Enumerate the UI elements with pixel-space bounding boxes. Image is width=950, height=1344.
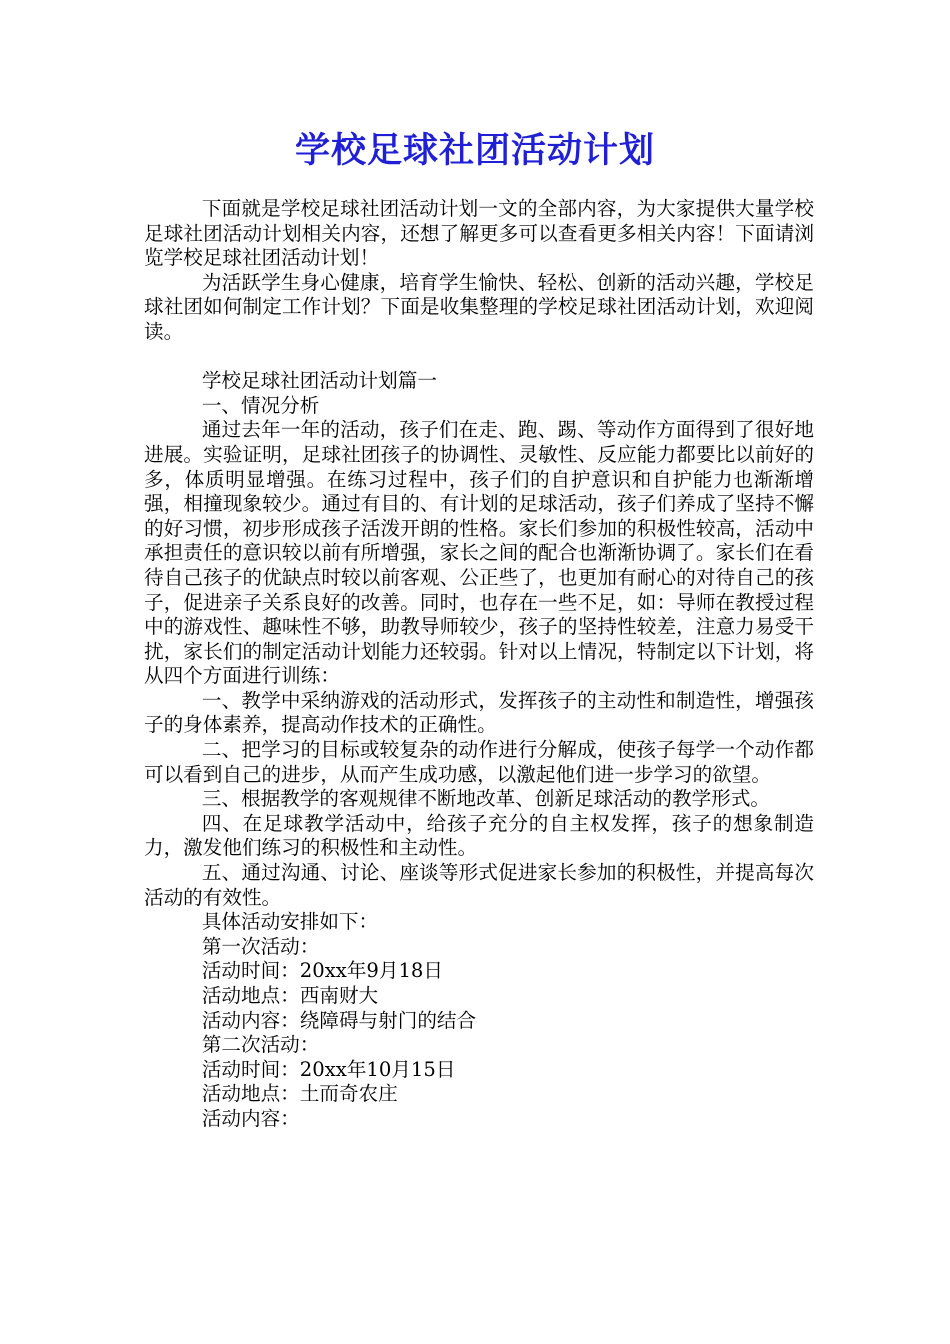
training-point: 三、根据教学的客观规律不断地改革、创新足球活动的教学形式。 bbox=[201, 787, 771, 811]
intro-paragraph: 下面就是学校足球社团活动计划一文的全部内容，为大家提供大量学校足球社团活动计划相关内容，还想了解更多可以查看更多相关内容！下面请浏览学校足球社团活动计划！ bbox=[144, 197, 814, 270]
blank-line bbox=[144, 345, 814, 370]
intro-paragraph: 为活跃学生身心健康，培育学生愉快、轻松、创新的活动兴趣，学校足球社团如何制定工作计划？下面是收集整理的学校足球社团活动计划，欢迎阅读。 bbox=[144, 270, 814, 343]
schedule-line: 活动地点：西南财大 bbox=[201, 984, 379, 1007]
schedule-line: 活动地点：土而奇农庄 bbox=[201, 1082, 398, 1106]
document-body bbox=[144, 197, 814, 1132]
training-point: 一、教学中采纳游戏的活动形式，发挥孩子的主动性和制造性，增强孩子的身体素养，提高动作技术的正确性。 bbox=[144, 688, 814, 737]
schedule-line: 具体活动安排如下： bbox=[201, 910, 379, 934]
schedule-line: 活动内容：绕障碍与射门的结合 bbox=[201, 1008, 477, 1032]
analysis-paragraph: 通过去年一年的活动，孩子们在走、跑、踢、等动作方面得到了很好地进展。实验证明，足球社团孩子的协调性、灵敏性、反应能力都要比以前好的多，体质明显增强。在练习过程中，孩子们的自护意识和自护能力也渐渐增强，相撞现象较少。通过有目的、有计划的足球活动，孩子们养成了坚持不懈的好习惯，初步形成孩子活泼开朗的性格。家长们参加的积极性较高，活动中承担责任的意识较以前有所增强，家长之间的配合也渐渐协调了。家长们在看待自己孩子的优缺点时较以前客观、公正些了，也更加有耐心的对待自己的孩子，促进亲子关系良好的改善。同时，也存在一些不足，如：导师在教授过程中的游戏性、趣味性不够，助教导师较少，孩子的坚持性较差，注意力易受干扰，家长们的制定活动计划能力还较弱。针对以上情况，特制定以下计划，将从四个方面进行训练： bbox=[144, 418, 814, 688]
schedule-line: 活动时间：20xx年10月15日 bbox=[201, 1057, 456, 1081]
schedule-line: 第一次活动： bbox=[201, 934, 320, 958]
section-title: 学校足球社团活动计划篇一 bbox=[201, 369, 437, 393]
training-point: 四、在足球教学活动中，给孩子充分的自主权发挥，孩子的想象制造力，激发他们练习的积极性和主动性。 bbox=[144, 811, 814, 860]
training-point: 二、把学习的目标或较复杂的动作进行分解成，使孩子每学一个动作都可以看到自己的进步，从而产生成功感，以激起他们进一步学习的欲望。 bbox=[144, 738, 814, 786]
document-title: 学校足球社团活动计划 bbox=[294, 131, 655, 171]
subheading: 一、情况分析 bbox=[201, 393, 320, 417]
training-point: 五、通过沟通、讨论、座谈等形式促进家长参加的积极性，并提高每次活动的有效性。 bbox=[144, 861, 814, 909]
schedule-line: 第二次活动： bbox=[201, 1033, 320, 1057]
schedule-line: 活动时间：20xx年9月18日 bbox=[201, 959, 443, 983]
schedule-line: 活动内容： bbox=[201, 1106, 300, 1130]
